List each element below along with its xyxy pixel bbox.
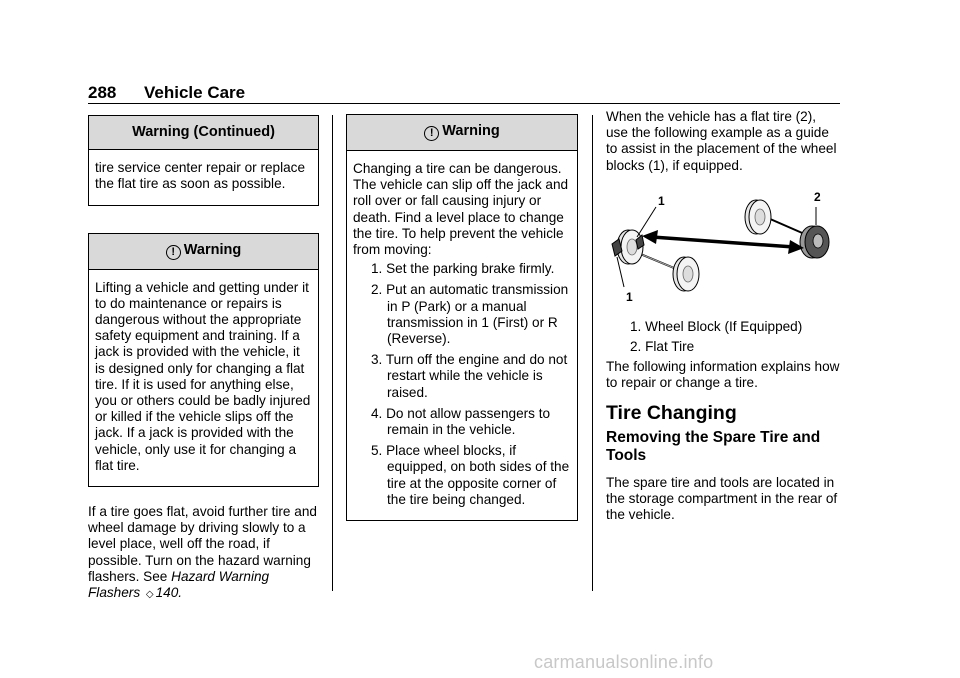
warning-box-head-2 — [347, 115, 577, 151]
warning-box-head — [89, 234, 318, 270]
hazard-flashers-link[interactable]: Hazard Warning Flashers — [88, 568, 270, 601]
warning-continued-body: tire service center repair or replace the flat tire as soon as possible. — [95, 160, 306, 192]
legend-item: 1. Wheel Block (If Equipped) — [630, 318, 803, 334]
list-item: 1. Set the parking brake firmly. — [371, 261, 555, 277]
callout-label-1-bottom: 1 — [626, 289, 633, 304]
flat-tire-wheel — [800, 226, 829, 258]
warning-title-2: Warning — [442, 123, 500, 139]
column-3 — [606, 109, 840, 523]
warning-title: Warning — [183, 241, 242, 258]
list-item: 3. Turn off the engine and do not restart while the vehicle is raised. — [371, 352, 568, 400]
wheel-block-diagram — [606, 193, 840, 319]
list-item: 5. Place wheel blocks, if equipped, on both sides of the tire at the opposite corner of the tire being changed. — [371, 443, 570, 507]
warning-continued-title: Warning (Continued) — [89, 116, 318, 150]
warning-circle-icon: ! — [424, 126, 439, 141]
column-divider-1 — [332, 115, 333, 591]
page-header — [88, 83, 245, 103]
list-item: 2. Put an automatic transmission in P (Park) or a manual transmission in 1 (First) or R (Reverse). — [371, 282, 569, 347]
column-1 — [88, 115, 319, 603]
spare-tire-location: The spare tire and tools are located in the storage compartment in the rear of the vehicle. — [606, 474, 838, 523]
figure-legend — [606, 319, 840, 355]
wheel-block-figure — [606, 189, 840, 319]
list-item: 4. Do not allow passengers to remain in the vehicle. — [371, 405, 551, 438]
page-reference[interactable]: 140. — [155, 585, 183, 601]
callout-label-2: 2 — [814, 189, 821, 204]
warning-tire-change-body — [347, 151, 577, 520]
flat-tire-text: If a tire goes flat, avoid further tire and wheel damage by driving slowly to a level place, well off the road, if possible. Turn on the hazard warning flashers. See — [88, 504, 317, 584]
flat-tire-paragraph — [88, 504, 319, 603]
section-title: Vehicle Care — [144, 83, 246, 102]
legend-item: 2. Flat Tire — [630, 339, 695, 355]
page-reference-icon: ◇ — [145, 589, 154, 601]
wheel-rear-right — [673, 257, 699, 291]
watermark: carmanualsonline.info — [534, 652, 714, 672]
repair-info: The following information explains how to repair or change a tire. — [606, 359, 840, 391]
section-heading: Tire Changing — [606, 401, 737, 424]
flat-tire-intro: When the vehicle has a flat tire (2), use the following example as a guide to assist in the placement of the wheel blocks (1), if equipped. — [606, 109, 837, 173]
column-2 — [346, 114, 578, 521]
warning-continued-box — [88, 115, 319, 206]
warning-circle-icon: ! — [166, 245, 181, 260]
diagonal-arrow — [642, 230, 804, 254]
column-divider-2 — [592, 115, 593, 591]
subsection-heading: Removing the Spare Tire and Tools — [606, 428, 821, 464]
warning-intro: Changing a tire can be dangerous. The vehicle can slip off the jack and roll over or fall causing injury or death. Find a level place to change the tire. To help prevent the vehicle from moving: — [353, 161, 569, 258]
warning-jack-body: Lifting a vehicle and getting under it to do maintenance or repairs is dangerous without the appropriate safety equipment and training. If a jack is provided with the vehicle, it is designed only for changing a flat tire. If it is used for anything else, you or others could be badly injured or killed if the vehicle slips off the jack. If a jack is provided with the vehicle, only use it for changing a flat tire. — [95, 279, 311, 473]
warning-box-jack — [88, 233, 319, 487]
safety-steps-list — [353, 261, 571, 508]
warning-box-tire-change — [346, 114, 578, 521]
wheel-front-left — [745, 200, 771, 234]
page-number: 288 — [88, 83, 117, 102]
header-rule — [88, 103, 840, 104]
callout-label-1-top: 1 — [658, 193, 665, 208]
